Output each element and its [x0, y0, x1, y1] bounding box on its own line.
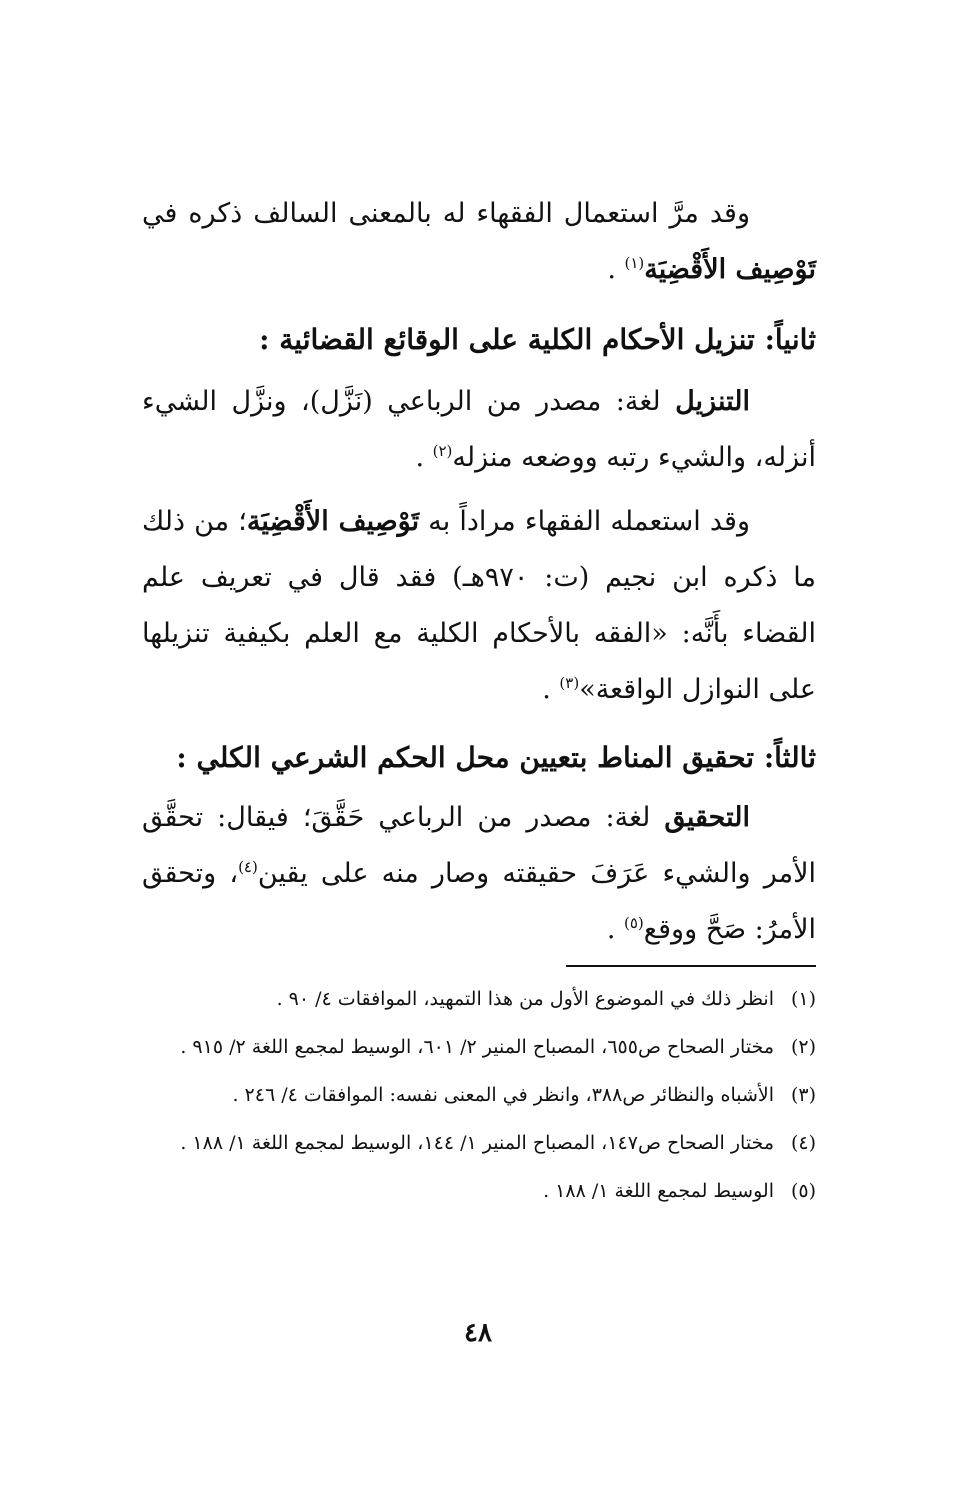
intro-text: وقد مرَّ استعمال الفقهاء له بالمعنى السالف ذكره في [142, 198, 750, 229]
footnote-ref-2[interactable]: (٢) [432, 442, 453, 460]
tahqiq-definition-paragraph [142, 790, 816, 958]
intro-end: . [607, 254, 625, 285]
footnotes-list [142, 980, 816, 1220]
footnote-number: (٤) [790, 1132, 816, 1154]
tanzil-definition-paragraph [142, 374, 816, 486]
footnote-text: الأشباه والنظائر ص٣٨٨، وانظر في المعنى نفسه: الموافقات ٤/ ٢٤٦ . [232, 1084, 774, 1106]
tanzil-usage-text-after: ؛ من ذلك ما ذكره ابن نجيم (ت: ٩٧٠هـ) فقد قال في تعريف علم القضاء بأَنَّه: «الفقه بالأحكام الكلية مع العلم بكيفية تنزيلها على النوازل الواقعة» [142, 506, 816, 705]
footnote-separator [566, 965, 816, 967]
tanzil-definition-end: . [415, 442, 433, 473]
footnote-5 [142, 1172, 816, 1210]
intro-paragraph [142, 186, 816, 298]
tanzil-usage-paragraph [142, 494, 816, 718]
tanzil-usage-end: . [542, 674, 560, 705]
tahqiq-end: . [606, 914, 624, 945]
footnote-1 [142, 980, 816, 1018]
footnote-number: (١) [790, 988, 816, 1010]
tahqiq-text-2: ، وتحقق الأمرُ: صَحَّ ووقع [142, 858, 816, 945]
tanzil-definition-text: لغة: مصدر من الرباعي (نَزَّل)، ونزَّل الشيء أنزله، والشيء رتبه ووضعه منزله [142, 386, 816, 473]
tanzil-usage-bold-term: تَوْصِيف الأَقْضِيَة [246, 506, 420, 537]
tanzil-usage-text-before: وقد استعمله الفقهاء مراداً به [419, 506, 750, 537]
footnote-ref-4[interactable]: (٤) [238, 858, 258, 876]
intro-bold-term: تَوْصِيف الأَقْضِيَة [644, 254, 816, 285]
footnote-number: (٣) [790, 1084, 816, 1106]
footnote-ref-5[interactable]: (٥) [623, 914, 644, 932]
footnote-4 [142, 1124, 816, 1162]
section3-heading: ثالثاً: تحقيق المناط بتعيين محل الحكم الشرعي الكلي : [176, 741, 816, 774]
footnote-text: الوسيط لمجمع اللغة ١/ ١٨٨ . [543, 1180, 774, 1202]
section2-heading: ثانياً: تنزيل الأحكام الكلية على الوقائع القضائية : [259, 323, 816, 356]
footnote-number: (٢) [790, 1036, 816, 1058]
tahqiq-term: التحقيق [664, 802, 750, 833]
footnote-2 [142, 1028, 816, 1066]
tanzil-term: التنزيل [675, 386, 750, 417]
footnote-text: انظر ذلك في الموضوع الأول من هذا التمهيد، الموافقات ٤/ ٩٠ . [276, 988, 774, 1010]
footnote-text: مختار الصحاح ص٦٥٥، المصباح المنير ٢/ ٦٠١، الوسيط لمجمع اللغة ٢/ ٩١٥ . [180, 1036, 774, 1058]
section3-heading-block [142, 730, 816, 786]
footnote-text: مختار الصحاح ص١٤٧، المصباح المنير ١/ ١٤٤، الوسيط لمجمع اللغة ١/ ١٨٨ . [180, 1132, 774, 1154]
page-number: ٤٨ [464, 1318, 492, 1348]
footnote-ref-3[interactable]: (٣) [559, 674, 580, 692]
tahqiq-text-1: لغة: مصدر من الرباعي حَقَّقَ؛ فيقال: تحقَّق الأمر والشيء عَرَفَ حقيقته وصار منه على يقين [142, 802, 816, 889]
footnote-ref-1[interactable]: (١) [624, 254, 645, 272]
footnote-3 [142, 1076, 816, 1114]
footnote-number: (٥) [790, 1180, 816, 1202]
section2-heading-block [142, 312, 816, 368]
